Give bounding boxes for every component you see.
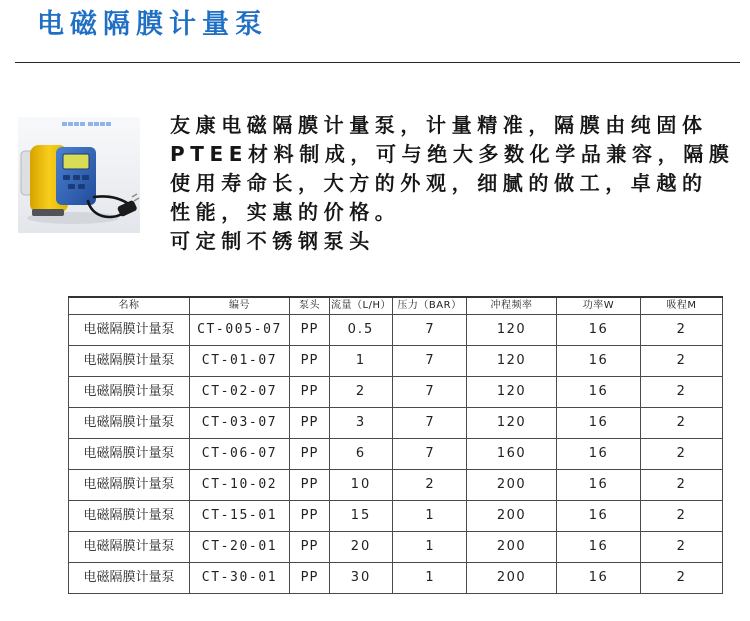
cell-suction-lift: 2: [641, 439, 723, 470]
table-header-row: [69, 297, 723, 315]
cell-name: 电磁隔膜计量泵: [69, 470, 190, 501]
cell-flow: 15: [330, 501, 393, 532]
cell-pressure: 2: [393, 470, 467, 501]
cell-flow: 2: [330, 377, 393, 408]
page-title: 电磁隔膜计量泵: [37, 9, 268, 40]
cell-flow: 0.5: [330, 315, 393, 346]
header-name: 名称: [69, 297, 190, 315]
cell-power: 16: [557, 408, 641, 439]
cell-pump-head: PP: [290, 532, 330, 563]
cell-model: CT-15-01: [190, 501, 290, 532]
cell-suction-lift: 2: [641, 470, 723, 501]
cell-model: CT-20-01: [190, 532, 290, 563]
cell-power: 16: [557, 346, 641, 377]
table-row: [69, 439, 723, 470]
product-photo: [18, 117, 140, 233]
cell-stroke-rate: 120: [467, 377, 557, 408]
title-divider: [15, 62, 740, 63]
custom-pump-head-note: 可定制不锈钢泵头: [170, 229, 375, 253]
cell-stroke-rate: 200: [467, 470, 557, 501]
cell-name: 电磁隔膜计量泵: [69, 501, 190, 532]
description-line: 友康电磁隔膜计量泵，计量精准，隔膜由纯固体: [170, 113, 708, 137]
cell-model: CT-06-07: [190, 439, 290, 470]
cell-model: CT-30-01: [190, 563, 290, 594]
cell-suction-lift: 2: [641, 315, 723, 346]
cell-suction-lift: 2: [641, 501, 723, 532]
table-row: [69, 408, 723, 439]
cell-name: 电磁隔膜计量泵: [69, 408, 190, 439]
table-row: [69, 563, 723, 594]
cell-power: 16: [557, 563, 641, 594]
description-line: PTEE材料制成，可与绝大多数化学品兼容，隔膜: [170, 142, 735, 166]
cell-suction-lift: 2: [641, 408, 723, 439]
cell-stroke-rate: 160: [467, 439, 557, 470]
cell-power: 16: [557, 377, 641, 408]
description-line: 性能，实惠的价格。: [170, 200, 401, 224]
table-row: [69, 377, 723, 408]
cell-suction-lift: 2: [641, 346, 723, 377]
pump-base: [32, 209, 64, 216]
cell-suction-lift: 2: [641, 377, 723, 408]
cell-model: CT-01-07: [190, 346, 290, 377]
cell-pressure: 1: [393, 532, 467, 563]
table-row: [69, 532, 723, 563]
cell-model: CT-10-02: [190, 470, 290, 501]
cell-flow: 6: [330, 439, 393, 470]
cell-pressure: 7: [393, 315, 467, 346]
header-pump-head: 泵头: [290, 297, 330, 315]
cell-pressure: 7: [393, 439, 467, 470]
cell-model: CT-03-07: [190, 408, 290, 439]
cell-pressure: 1: [393, 563, 467, 594]
product-description: [170, 111, 745, 256]
cell-name: 电磁隔膜计量泵: [69, 439, 190, 470]
cell-stroke-rate: 120: [467, 315, 557, 346]
cell-stroke-rate: 120: [467, 346, 557, 377]
cell-suction-lift: 2: [641, 563, 723, 594]
cell-suction-lift: 2: [641, 532, 723, 563]
header-model: 编号: [190, 297, 290, 315]
cell-pressure: 7: [393, 346, 467, 377]
cell-pump-head: PP: [290, 315, 330, 346]
cell-flow: 10: [330, 470, 393, 501]
cell-name: 电磁隔膜计量泵: [69, 346, 190, 377]
spec-table: [68, 296, 723, 594]
cell-stroke-rate: 200: [467, 532, 557, 563]
cell-pump-head: PP: [290, 563, 330, 594]
cell-pump-head: PP: [290, 377, 330, 408]
cell-stroke-rate: 200: [467, 563, 557, 594]
cell-flow: 3: [330, 408, 393, 439]
pump-photo-illustration: [18, 117, 140, 233]
cell-stroke-rate: 120: [467, 408, 557, 439]
cell-pressure: 7: [393, 377, 467, 408]
cell-power: 16: [557, 532, 641, 563]
cell-name: 电磁隔膜计量泵: [69, 315, 190, 346]
table-row: [69, 470, 723, 501]
table-body: [69, 315, 723, 594]
lcd-display: [63, 154, 89, 169]
cell-name: 电磁隔膜计量泵: [69, 563, 190, 594]
cell-pressure: 7: [393, 408, 467, 439]
cell-flow: 30: [330, 563, 393, 594]
table-row: [69, 346, 723, 377]
cell-name: 电磁隔膜计量泵: [69, 532, 190, 563]
cell-power: 16: [557, 439, 641, 470]
cell-flow: 1: [330, 346, 393, 377]
cell-power: 16: [557, 315, 641, 346]
cell-model: CT-02-07: [190, 377, 290, 408]
header-flow: 流量（L/H）: [330, 297, 393, 315]
cell-pump-head: PP: [290, 346, 330, 377]
cell-pump-head: PP: [290, 501, 330, 532]
table-row: [69, 315, 723, 346]
cell-pump-head: PP: [290, 439, 330, 470]
cell-name: 电磁隔膜计量泵: [69, 377, 190, 408]
cell-pump-head: PP: [290, 470, 330, 501]
cell-stroke-rate: 200: [467, 501, 557, 532]
table-row: [69, 501, 723, 532]
header-pressure: 压力（BAR）: [393, 297, 467, 315]
header-power: 功率W: [557, 297, 641, 315]
description-line: 使用寿命长，大方的外观，细腻的做工，卓越的: [170, 171, 708, 195]
cell-model: CT-005-07: [190, 315, 290, 346]
cell-flow: 20: [330, 532, 393, 563]
cell-power: 16: [557, 501, 641, 532]
cell-power: 16: [557, 470, 641, 501]
cell-pump-head: PP: [290, 408, 330, 439]
cell-pressure: 1: [393, 501, 467, 532]
header-stroke-rate: 冲程频率: [467, 297, 557, 315]
header-suction-lift: 吸程M: [641, 297, 723, 315]
